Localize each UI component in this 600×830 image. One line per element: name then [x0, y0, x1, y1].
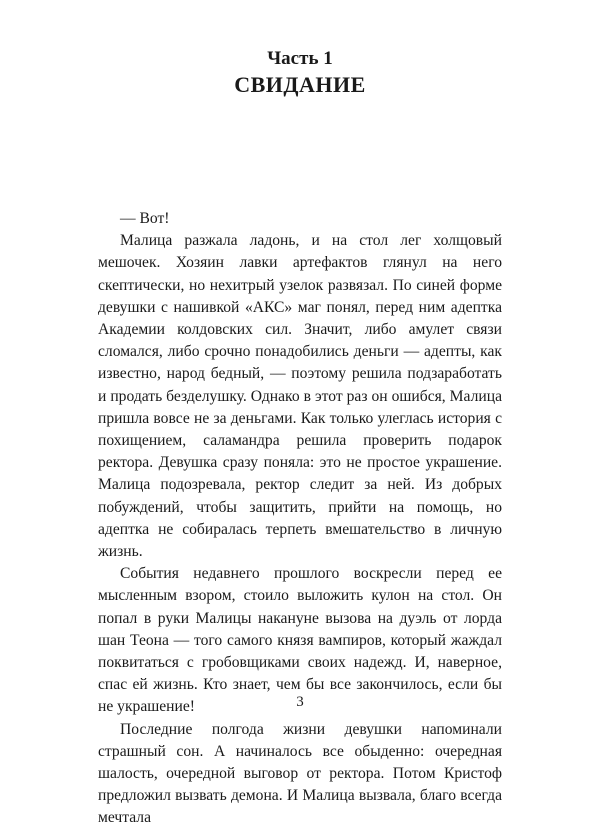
body-text — [98, 208, 502, 830]
paragraph: — Вот! — [120, 210, 170, 227]
chapter-title: СВИДАНИЕ — [234, 72, 366, 97]
paragraph: Последние полгода жизни девушки напоминали страшный сон. А начиналось все обыденно: очередная шалость, очередной выговор от ректора. Потом Кристоф предложил вызвать демона. И Малица вызвала, благо всегда мечтала — [98, 720, 502, 827]
chapter-header — [0, 48, 600, 98]
paragraph: События недавнего прошлого воскресли перед ее мысленным взором, стоило выложить кулон на стол. Он попал в руки Малицы накануне вызова на дуэль от лорда шан Теона — того самого князя вампиров, который жаждал поквитаться с гробовщиками своих надежд. И, наверное, спас ей жизнь. Кто знает, чем бы все закончилось, если бы не украшение! — [98, 565, 502, 716]
part-label: Часть 1 — [267, 48, 333, 69]
paragraph: Малица разжала ладонь, и на стол лег холщовый мешочек. Хозяин лавки артефактов глянул на него скептически, но нехитрый узелок развязал. По синей форме девушки с нашивкой «АКС» маг понял, перед ним адептка Академии колдовских сил. Значит, либо амулет связи сломался, либо срочно понадобились деньги — адепты, как известно, народ бедный, — поэтому решила подзаработать и продать безделушку. Однако в этот раз он ошибся, Малица пришла вовсе не за деньгами. Как только улеглась история с похищением, саламандра решила проверить подарок ректора. Девушка сразу поняла: это не простое украшение. Малица подозревала, ректор следит за ней. Из добрых побуждений, чтобы защитить, прийти на помощь, но адептка не собиралась терпеть вмешательство в личную жизнь. — [98, 232, 502, 561]
page-number: 3 — [296, 694, 304, 710]
